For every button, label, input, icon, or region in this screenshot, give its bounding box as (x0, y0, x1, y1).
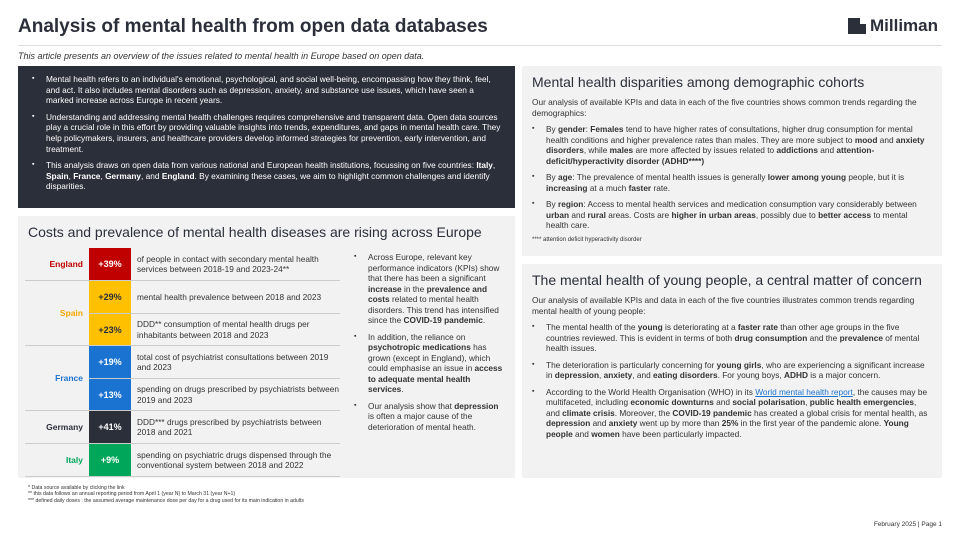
bold-text: anxiety (608, 418, 638, 428)
milliman-logo-icon (848, 18, 866, 34)
bold-text: higher in urban areas (671, 209, 756, 220)
bold-text: anxiety disorders (546, 134, 925, 155)
text: This analysis draws on open data from various national and European health institutions, focussing on five countries: (46, 160, 477, 171)
bold-text: urban (546, 209, 570, 220)
bold-text: women (591, 428, 620, 439)
bullet-item (532, 199, 932, 231)
bullet-item (354, 332, 504, 395)
kpi-value-badge: +29% (89, 281, 131, 313)
text: Across Europe, relevant key performance indicators (KPIs) show that there has been a significant (368, 252, 500, 283)
page-number: February 2025 | Page 1 (873, 521, 942, 528)
bullet-item (32, 74, 501, 106)
text: people, but it is (846, 172, 905, 182)
text: has created a global crisis for mental health, as (751, 407, 928, 418)
bold-text: region (558, 199, 584, 209)
country-group-italy (25, 444, 340, 477)
header-divider (18, 45, 942, 46)
bold-text: mood (854, 134, 878, 145)
young-bullets (532, 322, 932, 439)
text: According to the World Health Organisation (WHO) in its (546, 386, 756, 397)
text: , and (141, 170, 162, 181)
demographics-intro: Our analysis of available KPIs and data in each of the five countries shows common trends regarding the demographics: (532, 97, 917, 118)
footnote: *** defined daily doses : the assumed average maintenance dose per day for a drug used for its main indication in adults (28, 497, 304, 504)
kpi-value-badge: +13% (89, 379, 131, 410)
young-panel (522, 264, 942, 478)
bold-text: access to adequate mental health services (368, 363, 503, 394)
bold-text: public health emergencies (809, 397, 915, 407)
bold-text: depression (454, 400, 499, 411)
bold-text: eating disorders (653, 370, 718, 380)
country-group-france (25, 346, 340, 411)
kpi-value-badge: +39% (89, 248, 131, 280)
bold-text: addictions (776, 145, 818, 155)
text: is often a major cause of the deterioration of mental heath. (368, 411, 476, 432)
text: . (401, 384, 404, 394)
demographics-panel (522, 66, 942, 256)
text: , and (546, 397, 917, 418)
text: The mental health of the (546, 322, 638, 332)
intro-bullets (32, 74, 501, 192)
text: , (599, 370, 604, 380)
text: and (572, 428, 592, 439)
costs-title: Costs and prevalence of mental health diseases are rising across Europe (28, 224, 482, 240)
bold-text: males (609, 145, 634, 155)
footnote: ** this data follows an annual reporting period from April 1 (year N) to March 31 (year N+1) (28, 491, 236, 498)
bullet-item (532, 360, 932, 381)
text: in the first year of the pandemic alone. (738, 418, 884, 428)
bold-text: economic downturns (630, 397, 714, 407)
text: related to mental health disorders. This trend has intensified since the (368, 294, 499, 325)
text: tend to have higher rates of consultations, higher drug consumption for mental health conditions and higher prevalence rates than males. They are more subject to (546, 124, 913, 145)
demographics-bullets (532, 124, 932, 231)
text: , (68, 170, 74, 181)
milliman-logo (848, 16, 938, 36)
bold-text: gender (558, 124, 586, 134)
country-group-spain (25, 281, 340, 346)
bold-text: better access (818, 209, 872, 220)
text: , and (632, 370, 654, 380)
text: By (546, 124, 558, 134)
bullet-item (532, 124, 932, 166)
logo-text: Milliman (870, 16, 939, 35)
costs-bullets (354, 252, 504, 432)
country-label: Italy (65, 455, 83, 465)
text: and the (807, 332, 840, 343)
text: By (546, 199, 558, 209)
kpi-value-badge: +9% (89, 444, 131, 476)
country-label: Spain (59, 308, 83, 318)
text: of mental health issues. (546, 332, 920, 353)
text: has grown (except in England), which could emphasise an issue in (368, 342, 491, 373)
intro-box (18, 66, 515, 208)
text: and (569, 209, 588, 220)
page-title: Analysis of mental health from open data databases (18, 16, 488, 37)
text: , who are experiencing a significant increase in (546, 359, 925, 380)
kpi-row (89, 411, 340, 443)
bold-text: drug consumption (734, 332, 808, 343)
country-label: Germany (46, 422, 83, 432)
text: , (492, 160, 496, 171)
kpi-table (25, 248, 340, 477)
text: : (585, 124, 591, 134)
text: . For young boys, (717, 370, 784, 380)
footnotes (28, 485, 304, 504)
bullet-item (532, 172, 932, 193)
bold-text: rural (587, 209, 606, 220)
bold-text: England (161, 170, 195, 181)
kpi-row (89, 281, 340, 313)
bold-text: young (637, 322, 663, 332)
text: went up by more than (637, 418, 722, 428)
kpi-description: DDD*** drugs prescribed by psychiatrists between 2018 and 2021 (137, 416, 322, 437)
text: than other age groups in the five countries reviewed. This is evident in terms of both (546, 322, 900, 343)
bullet-item (532, 322, 932, 354)
text: The deterioration is particularly concerning for (546, 359, 717, 370)
text: : The prevalence of mental health issues is generally (572, 172, 768, 182)
text: : Access to mental health services and medication consumption vary considerably between (583, 199, 917, 209)
bold-text: Females (590, 124, 624, 134)
text: and (590, 418, 609, 428)
bold-text: 25% (721, 418, 739, 428)
bullet-item (32, 160, 501, 192)
bold-text: Germany (105, 170, 142, 181)
kpi-row (89, 248, 340, 280)
bold-text: social polarisation (732, 397, 806, 407)
kpi-value-badge: +19% (89, 346, 131, 378)
text: , while (583, 145, 610, 155)
bold-text: faster rate (737, 322, 778, 332)
young-title: The mental health of young people, a central matter of concern (532, 272, 922, 288)
kpi-description: total cost of psychiatrist consultations between 2019 and 2023 (137, 351, 329, 372)
page-subtitle: This article presents an overview of the issues related to mental health in Europe based on open data. (18, 51, 425, 61)
costs-panel (18, 216, 515, 478)
who-report-link[interactable]: World mental health report (755, 386, 853, 397)
adhd-note: **** attention deficit hyperactivity disorder (532, 236, 642, 243)
text: rate. (651, 182, 671, 193)
young-intro: Our analysis of available KPIs and data in each of the five countries illustrates common trends regarding mental health of young people: (532, 295, 915, 316)
bold-text: age (558, 172, 573, 182)
bold-text: psychotropic medications (368, 342, 471, 352)
bold-text: increase (368, 283, 402, 294)
text: , possibly due to (755, 209, 819, 220)
bold-text: Italy (476, 160, 493, 171)
kpi-value-badge: +41% (89, 411, 131, 443)
country-group-germany (25, 411, 340, 444)
kpi-description: DDD** consumption of mental health drugs per inhabitants between 2018 and 2023 (137, 319, 310, 340)
text: in the (401, 283, 427, 294)
bold-text: ADHD (784, 370, 808, 380)
bold-text: prevalence and costs (368, 283, 488, 304)
country-group-england (25, 248, 340, 281)
text: to mental health care. (546, 209, 908, 230)
text: In addition, the reliance on (368, 331, 466, 342)
kpi-row (89, 346, 340, 378)
costs-bullets-box (354, 252, 504, 438)
country-label: England (49, 259, 83, 269)
kpi-value-badge: +23% (89, 314, 131, 345)
text: . Moreover, the (614, 407, 673, 418)
text: By (546, 172, 558, 182)
kpi-row (89, 313, 340, 345)
text: and (817, 145, 837, 155)
bold-text: climate crisis (562, 407, 615, 418)
bullet-item (32, 112, 501, 154)
bold-text: Spain (46, 170, 69, 181)
bold-text: prevalence (839, 332, 883, 343)
bold-text: depression (554, 370, 600, 380)
text: . By examining these cases, we aim to highlight common challenges and identify disparities. (46, 170, 490, 192)
text: areas. Costs are (605, 209, 672, 220)
bold-text: lower among young (767, 172, 847, 182)
bold-text: young girls (716, 359, 762, 370)
kpi-row (89, 378, 340, 410)
bold-text: France (73, 170, 101, 181)
text: Our analysis show that (368, 400, 455, 411)
text: have been particularly impacted. (619, 428, 742, 439)
text: is deteriorating at a (662, 322, 738, 332)
bold-text: faster (628, 182, 652, 193)
bullet-item (354, 252, 504, 326)
text: , (100, 170, 106, 181)
text: , (805, 397, 810, 407)
text: is a major concern. (807, 370, 881, 380)
country-label: France (55, 373, 83, 383)
kpi-description: of people in contact with secondary mental health services between 2018-19 and 2023-24** (137, 253, 319, 274)
text: are more affected by issues related to (633, 145, 777, 155)
kpi-description: mental health prevalence between 2018 and 2023 (137, 291, 322, 302)
bold-text: COVID-19 pandemic (672, 407, 752, 418)
text: and (713, 397, 733, 407)
text: Mental health refers to an individual's emotional, psychological, and social well-being, encompassing how they think, feel, and act. It also includes mental disorders such as depression, anxiety, and substance use issues, which have seen a marked increase across Europe in recent years. (46, 74, 491, 106)
kpi-description: spending on drugs prescribed by psychiatrists between 2019 and 2023 (137, 384, 340, 405)
bullet-item (354, 401, 504, 433)
text: Understanding and addressing mental health challenges requires comprehensive and transparent data. Open data sources play a crucial role in this effort by providing valuable insights into trends, expenditures, and gaps in mental health care. They help policymakers, insurers, and healthcare providers develop informed strategies for prevention, early intervention, and treatment. (46, 111, 501, 154)
kpi-description: spending on psychiatric drugs dispensed through the conventional system between 2018 and 2022 (137, 449, 332, 470)
bold-text: attention-deficit/hyperactivity disorder (ADHD****) (546, 145, 875, 166)
bold-text: Young people (546, 418, 909, 439)
demographics-title: Mental health disparities among demographic cohorts (532, 74, 865, 90)
bold-text: anxiety (603, 370, 633, 380)
bullet-item (532, 387, 932, 440)
bold-text: increasing (546, 182, 588, 193)
text: , the causes may be multifaceted, including (546, 386, 928, 407)
text: at a much (587, 182, 629, 193)
text: and (877, 134, 896, 145)
kpi-row (89, 444, 340, 476)
bold-text: depression (546, 418, 591, 428)
bold-text: COVID-19 pandemic (403, 315, 483, 325)
footnote[interactable]: * Data source available by clicking the link (28, 485, 125, 491)
text: . (482, 315, 486, 325)
